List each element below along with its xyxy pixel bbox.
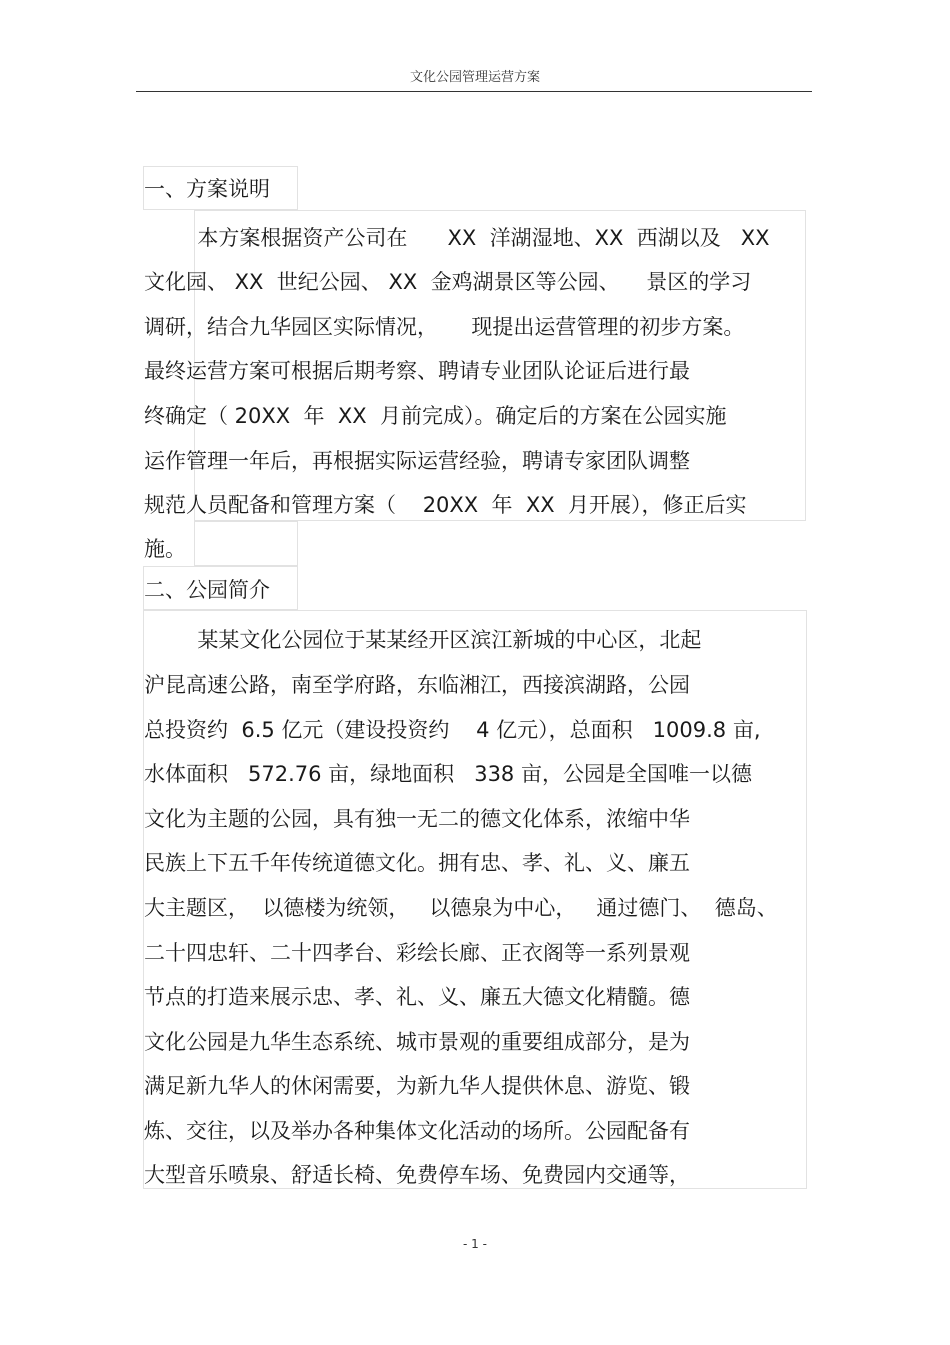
section-1-heading: 一、方案说明 (144, 177, 270, 201)
tail-box-1 (194, 521, 298, 566)
header-rule (136, 91, 812, 92)
section-2-line: 民族上下五千年传统道德文化。拥有忠、孝、礼、义、廉五 (144, 851, 690, 875)
section-2-line: 满足新九华人的休闲需要，为新九华人提供休息、游览、锻 (144, 1074, 690, 1098)
section-1-line: 规范人员配备和管理方案（ 20XX 年 XX 月开展），修正后实 (144, 493, 747, 517)
section-2-heading: 二、公园简介 (144, 578, 270, 602)
section-1-line: 调研，结合九华园区实际情况， 现提出运营管理的初步方案。 (144, 315, 745, 339)
section-2-line: 水体面积 572.76 亩，绿地面积 338 亩，公园是全国唯一以德 (144, 762, 752, 786)
page-number: - 1 - (463, 1237, 487, 1251)
section-1-line: 运作管理一年后，再根据实际运营经验，聘请专家团队调整 (144, 449, 690, 473)
section-2-line: 总投资约 6.5 亿元（建设投资约 4 亿元），总面积 1009.8 亩, (144, 718, 761, 742)
section-2-line: 沪昆高速公路，南至学府路，东临湘江，西接滨湖路，公园 (144, 673, 690, 697)
section-2-line: 大主题区， 以德楼为统领， 以德泉为中心， 通过德门、 德岛、 (144, 896, 778, 920)
section-1-line: 最终运营方案可根据后期考察、聘请专业团队论证后进行最 (144, 359, 690, 383)
section-2-line: 炼、交往，以及举办各种集体文化活动的场所。公园配备有 (144, 1119, 690, 1143)
section-2-line: 二十四忠轩、二十四孝台、彩绘长廊、正衣阁等一系列景观 (144, 941, 690, 965)
section-2-line: 大型音乐喷泉、舒适长椅、免费停车场、免费园内交通等， (144, 1163, 690, 1187)
section-1-line: 文化园、 XX 世纪公园、 XX 金鸡湖景区等公园、 景区的学习 (144, 270, 752, 294)
section-2-line: 文化公园是九华生态系统、城市景观的重要组成部分，是为 (144, 1030, 690, 1054)
section-2-line: 节点的打造来展示忠、孝、礼、义、廉五大德文化精髓。德 (144, 985, 690, 1009)
section-1-line: 终确定（ 20XX 年 XX 月前完成）。确定后的方案在公园实施 (144, 404, 727, 428)
section-1-line: 施。 (144, 537, 186, 561)
section-2-line: 文化为主题的公园，具有独一无二的德文化体系，浓缩中华 (144, 807, 690, 831)
page-header: 文化公园管理运营方案 (409, 70, 540, 85)
section-2-line: 某某文化公园位于某某经开区滨江新城的中心区，北起 (144, 628, 702, 652)
section-1-line: 本方案根据资产公司在 XX 洋湖湿地、XX 西湖以及 XX (144, 226, 770, 250)
